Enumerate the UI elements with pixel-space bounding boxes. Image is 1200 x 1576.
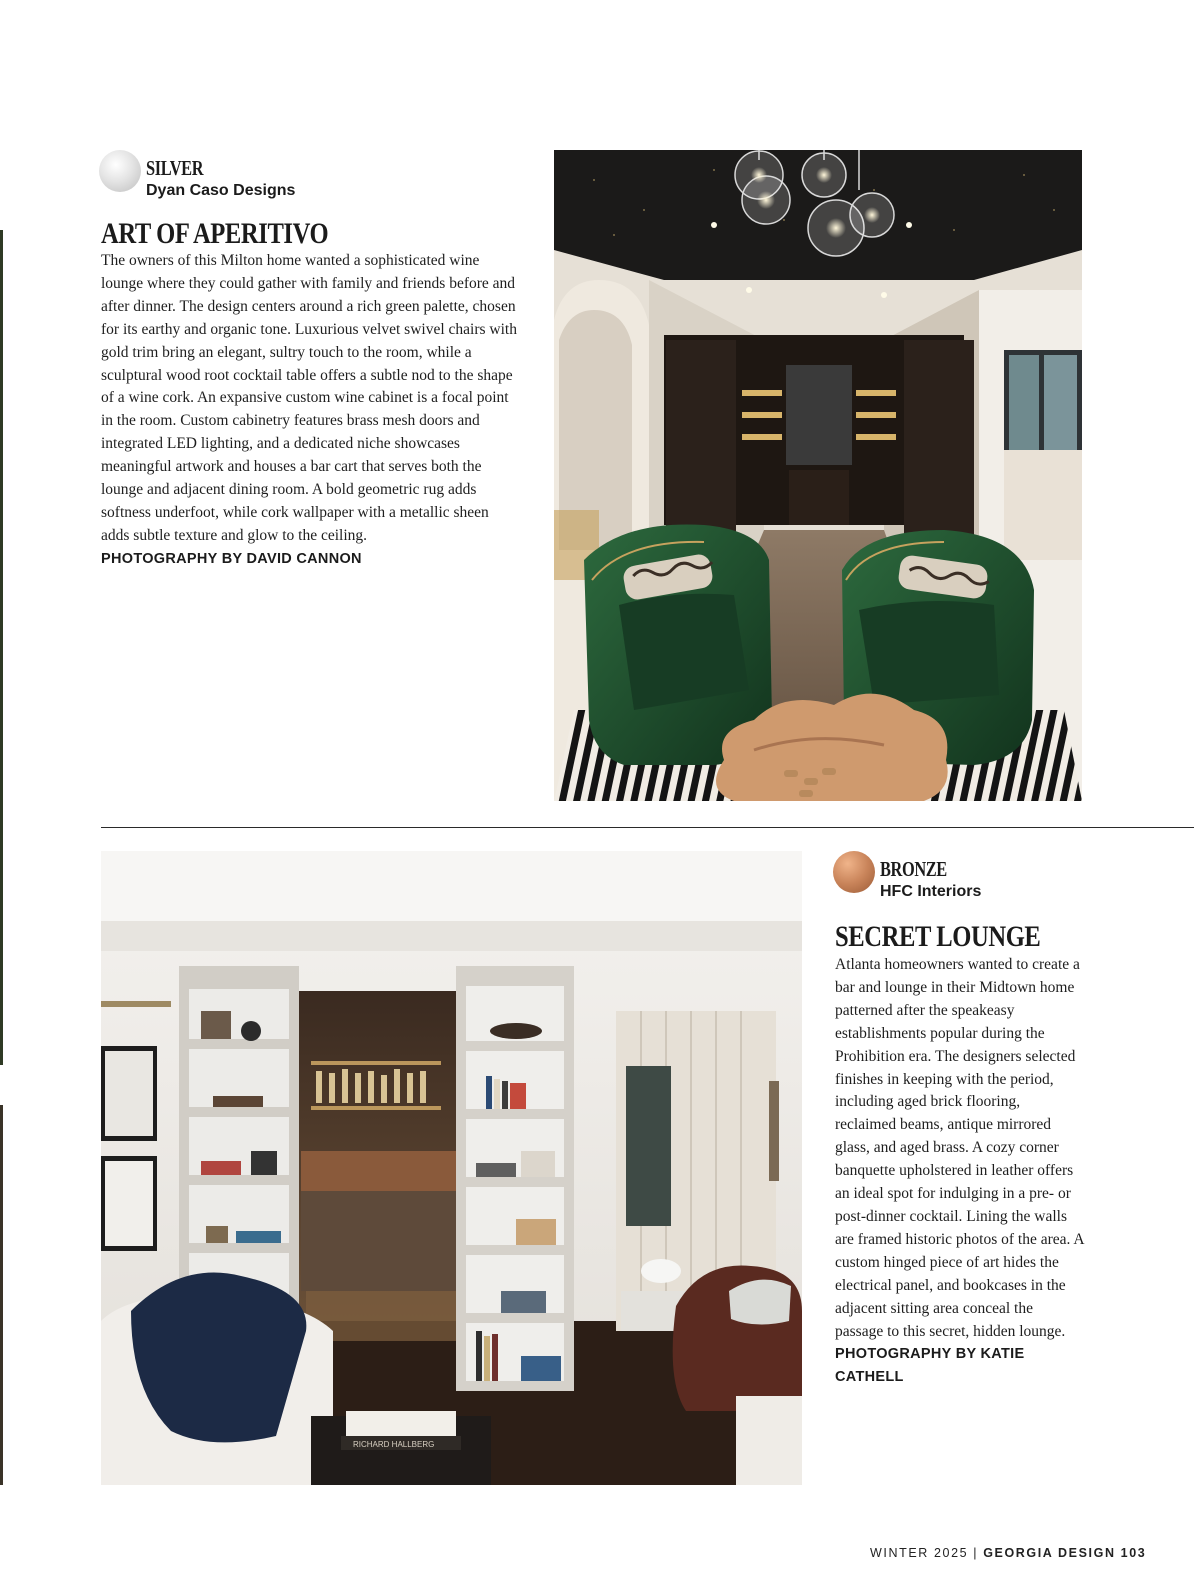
page-edge-bleed: [0, 230, 3, 1065]
footer-separator: |: [973, 1546, 979, 1560]
bronze-medal-icon: [833, 851, 875, 893]
magazine-name: GEORGIA DESIGN: [983, 1546, 1116, 1560]
entry-title: ART OF APERITIVO: [101, 217, 329, 250]
wine-lounge-illustration: [554, 150, 1082, 801]
entry-body: [101, 250, 519, 571]
entry-body-text: Atlanta homeowners wanted to create a bar and lounge in their Midtown home patterned after the speakeasy establishments popular during the Prohibition era. The designers selected finishes in keeping with the period, including aged brick flooring, reclaimed beams, antique mirrored glass, and aged brass. A cozy corner banquette upholstered in leather offers an ideal spot for indulging in a pre- or post-dinner cocktail. Lining the walls are framed historic photos of the area. A custom hinged piece of art hides the electrical panel, and bookcases in the adjacent sitting area conceal the passage to this secret, hidden lounge.: [835, 956, 1084, 1340]
entry-body: [835, 954, 1085, 1389]
photo-credit: PHOTOGRAPHY BY KATIE CATHELL: [835, 1346, 1025, 1386]
page-number: 103: [1120, 1546, 1147, 1560]
page-footer: [870, 1546, 1146, 1560]
book-spine-text: RICHARD HALLBERG: [353, 1440, 435, 1449]
photo-wine-lounge: [554, 150, 1082, 801]
issue-date: WINTER 2025: [870, 1546, 969, 1560]
photo-credit: PHOTOGRAPHY BY DAVID CANNON: [101, 550, 362, 567]
award-level: BRONZE: [880, 857, 947, 881]
award-level: SILVER: [146, 156, 204, 180]
secret-lounge-illustration: [101, 851, 802, 1485]
firm-name: HFC Interiors: [880, 883, 982, 900]
firm-name: Dyan Caso Designs: [146, 182, 296, 199]
section-divider: [101, 827, 1194, 828]
entry-body-text: The owners of this Milton home wanted a sophisticated wine lounge where they could gather with family and friends before and after dinner. The design centers around a rich green palette, chosen for its earthy and organic tone. Luxurious velvet swivel chairs with gold trim bring an elegant, sultry touch to the room, while a sculptural wood root cocktail table offers a subtle nod to the shape of a wine cork. An expansive custom wine cabinet is a focal point in the room. Custom cabinetry features brass mesh doors and integrated LED lighting, and a dedicated niche showcases meaningful artwork and houses a bar cart that serves both the lounge and adjacent dining room. A bold geometric rug adds softness underfoot, while cork wallpaper with a metallic sheen adds subtle texture and glow to the ceiling.: [101, 252, 517, 544]
page-edge-bleed-lower: [0, 1105, 3, 1485]
photo-secret-lounge: [101, 851, 802, 1485]
silver-medal-icon: [99, 150, 141, 192]
entry-title: SECRET LOUNGE: [835, 920, 1041, 953]
